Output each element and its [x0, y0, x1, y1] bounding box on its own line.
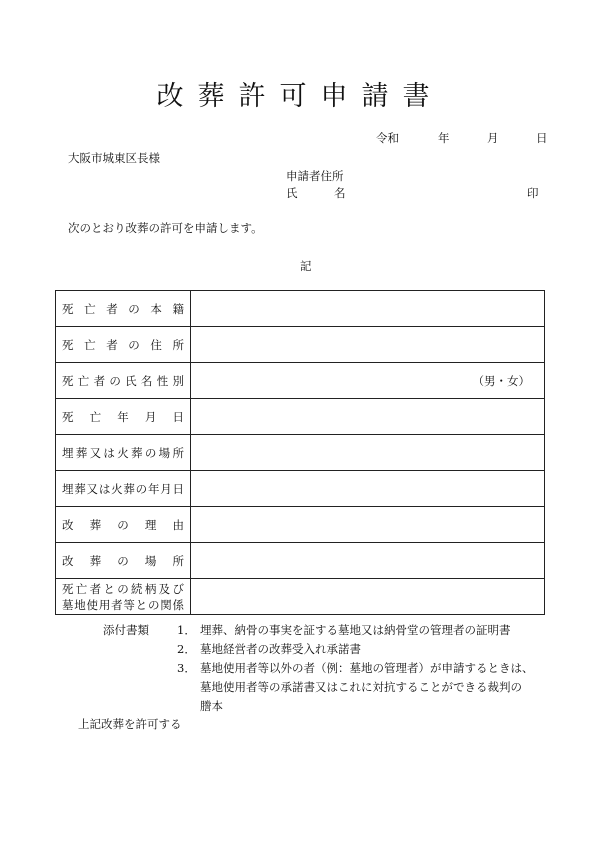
- applicant-name-label-1: 氏: [286, 186, 298, 200]
- seal-mark: 印: [527, 186, 539, 200]
- ki-mark: 記: [300, 259, 312, 273]
- row-label-line2: 墓地使用者等との関係: [62, 597, 184, 612]
- date-day: 日: [536, 131, 548, 145]
- attachment-number: 2．: [177, 642, 196, 656]
- row-label-line1: 死亡者との続柄及び: [62, 581, 184, 596]
- row-value: [191, 291, 545, 327]
- table-row: [56, 435, 545, 471]
- date-month: 月: [487, 131, 499, 145]
- applicant-name-label-2: 名: [334, 186, 346, 200]
- row-value: [191, 435, 545, 471]
- row-value: [191, 507, 545, 543]
- application-table: [55, 290, 545, 615]
- addressee: 大阪市城東区長様: [68, 151, 160, 165]
- table-row: [56, 363, 545, 399]
- row-label: 死亡年月日: [62, 409, 184, 424]
- row-value: [191, 579, 545, 615]
- row-label: 埋葬又は火葬の場所: [62, 445, 184, 460]
- date-year: 年: [438, 131, 450, 145]
- table-row: [56, 543, 545, 579]
- row-label: 改葬の場所: [62, 553, 184, 568]
- attachment-text: 墓地使用者等以外の者（例：墓地の管理者）が申請するときは、: [200, 661, 534, 675]
- row-label: 死亡者の住所: [62, 337, 184, 352]
- row-label: 改葬の理由: [62, 517, 184, 532]
- attachment-text: 埋葬、納骨の事実を証する墓地又は納骨堂の管理者の証明書: [200, 623, 511, 637]
- attachment-text: 墓地経営者の改葬受入れ承諾書: [200, 642, 361, 656]
- table-row: [56, 579, 545, 615]
- row-value: [191, 327, 545, 363]
- row-value: [191, 543, 545, 579]
- attachments-heading: 添付書類: [103, 623, 149, 637]
- attachment-number: 1．: [177, 623, 196, 637]
- table-row: [56, 507, 545, 543]
- date-line: [0, 130, 600, 146]
- row-label: 死亡者の氏名性別: [62, 373, 184, 388]
- date-era: 令和: [376, 131, 399, 145]
- row-label: 埋葬又は火葬の年月日: [62, 481, 184, 496]
- table-row: [56, 399, 545, 435]
- row-value: [191, 399, 545, 435]
- document-title: 改葬許可申請書: [156, 81, 444, 112]
- row-label: 死亡者の本籍: [62, 301, 184, 316]
- attachment-text-cont: 謄本: [200, 699, 223, 713]
- approval-text: 上記改葬を許可する: [78, 717, 182, 731]
- table-row: [56, 327, 545, 363]
- applicant-address-label: 申請者住所: [286, 169, 344, 183]
- table-row: [56, 471, 545, 507]
- table-row: [56, 291, 545, 327]
- sex-option: （男・女）: [191, 363, 545, 399]
- intro-text: 次のとおり改葬の許可を申請します。: [68, 221, 263, 235]
- attachment-text-cont: 墓地使用者等の承諾書又はこれに対抗することができる裁判の: [200, 680, 522, 694]
- attachment-number: 3．: [177, 661, 196, 675]
- row-value: [191, 471, 545, 507]
